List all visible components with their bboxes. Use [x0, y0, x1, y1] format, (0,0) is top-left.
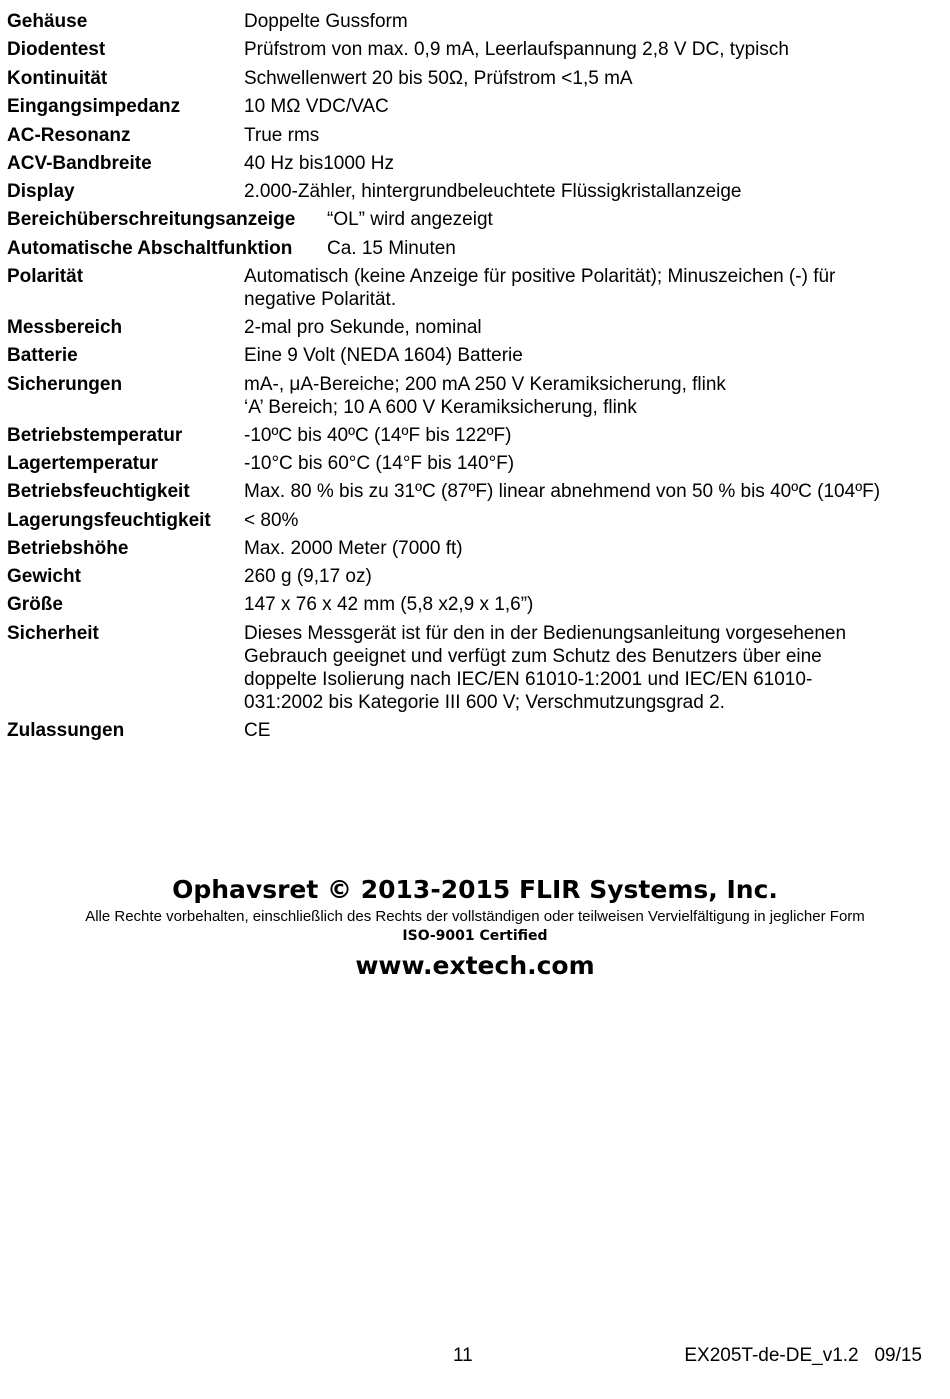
spec-value-line: 260 g (9,17 oz)	[244, 566, 372, 587]
spec-row	[7, 95, 937, 123]
spec-row	[7, 265, 937, 311]
document-code: EX205T-de-DE_v1.2 09/15	[684, 1345, 922, 1366]
spec-row	[7, 452, 937, 480]
spec-value-line: 2.000-Zähler, hintergrundbeleuchtete Flüssigkristallanzeige	[244, 181, 742, 202]
spec-row	[7, 208, 937, 236]
spec-value	[244, 124, 937, 147]
spec-label: Gehäuse	[7, 11, 88, 32]
spec-label: Größe	[7, 594, 63, 615]
spec-value-line: -10°C bis 60°C (14°F bis 140°F)	[244, 453, 515, 474]
spec-value	[327, 208, 937, 231]
spec-row	[7, 719, 937, 747]
spec-value-line: Eine 9 Volt (NEDA 1604) Batterie	[244, 345, 523, 366]
spec-label: ACV-Bandbreite	[7, 153, 152, 174]
spec-value-line: Prüfstrom von max. 0,9 mA, Leerlaufspannung 2,8 V DC, typisch	[244, 39, 789, 60]
spec-value-line: 40 Hz bis1000 Hz	[244, 153, 394, 174]
spec-value-line: Schwellenwert 20 bis 50Ω, Prüfstrom <1,5 mA	[244, 68, 633, 89]
spec-row	[7, 316, 937, 344]
spec-value-line: 10 MΩ VDC/VAC	[244, 96, 389, 117]
spec-value	[244, 67, 937, 90]
spec-value-line: Max. 2000 Meter (7000 ft)	[244, 538, 463, 559]
spec-row	[7, 180, 937, 208]
spec-value-line: Dieses Messgerät ist für den in der Bedienungsanleitung vorgesehenen	[244, 623, 847, 644]
spec-row	[7, 152, 937, 180]
spec-value-line: ‘A’ Bereich; 10 A 600 V Keramiksicherung, flink	[244, 397, 637, 418]
spec-value-line: 031:2002 bis Kategorie III 600 V; Verschmutzungsgrad 2.	[244, 692, 725, 713]
spec-label: Zulassungen	[7, 720, 125, 741]
spec-value	[244, 537, 937, 560]
spec-row	[7, 124, 937, 152]
spec-label: Automatische Abschaltfunktion	[7, 238, 293, 259]
spec-value	[244, 344, 937, 367]
spec-value	[244, 622, 937, 714]
spec-label: Betriebstemperatur	[7, 425, 183, 446]
spec-value	[244, 565, 937, 588]
spec-value-line: -10ºC bis 40ºC (14ºF bis 122ºF)	[244, 425, 512, 446]
spec-value-line: Doppelte Gussform	[244, 11, 408, 32]
spec-value-line: Gebrauch geeignet und verfügt zum Schutz des Benutzers über eine	[244, 646, 822, 667]
spec-row	[7, 537, 937, 565]
spec-value	[244, 10, 937, 33]
spec-label: Diodentest	[7, 39, 106, 60]
spec-value-line: 2-mal pro Sekunde, nominal	[244, 317, 482, 338]
spec-row	[7, 67, 937, 95]
spec-row	[7, 424, 937, 452]
spec-label: Sicherheit	[7, 623, 99, 644]
spec-row	[7, 10, 937, 38]
spec-value	[244, 480, 937, 503]
website-link[interactable]: www.extech.com	[355, 951, 595, 980]
spec-value	[244, 373, 937, 419]
spec-value	[244, 452, 937, 475]
spec-row	[7, 509, 937, 537]
spec-label: AC-Resonanz	[7, 125, 131, 146]
spec-label: Display	[7, 181, 75, 202]
spec-value-line: True rms	[244, 125, 320, 146]
spec-value	[327, 237, 937, 260]
spec-row	[7, 622, 937, 714]
spec-row	[7, 373, 937, 419]
spec-label: Eingangsimpedanz	[7, 96, 181, 117]
spec-row	[7, 237, 937, 265]
spec-row	[7, 38, 937, 66]
spec-label: Betriebshöhe	[7, 538, 129, 559]
spec-value-line: mA-, μA-Bereiche; 200 mA 250 V Keramiksicherung, flink	[244, 374, 726, 395]
spec-label: Betriebsfeuchtigkeit	[7, 481, 190, 502]
spec-label: Polarität	[7, 266, 84, 287]
spec-label: Gewicht	[7, 566, 81, 587]
spec-label: Sicherungen	[7, 374, 123, 395]
spec-value-line: Automatisch (keine Anzeige für positive Polarität); Minuszeichen (-) für	[244, 266, 836, 287]
spec-value	[244, 424, 937, 447]
spec-row	[7, 593, 937, 621]
spec-row	[7, 565, 937, 593]
spec-label: Bereichüberschreitungsanzeige	[7, 209, 296, 230]
spec-label: Messbereich	[7, 317, 123, 338]
page-number: 11	[453, 1345, 473, 1366]
spec-value	[244, 593, 937, 616]
spec-value	[244, 180, 937, 203]
spec-value-line: Ca. 15 Minuten	[327, 238, 456, 259]
spec-value-line: Max. 80 % bis zu 31ºC (87ºF) linear abnehmend von 50 % bis 40ºC (104ºF)	[244, 481, 881, 502]
copyright-notice: Ophavsret © 2013-2015 FLIR Systems, Inc.	[172, 875, 778, 904]
iso-certification: ISO-9001 Certified	[402, 928, 548, 944]
spec-value	[244, 95, 937, 118]
spec-value	[244, 719, 937, 742]
spec-value-line: negative Polarität.	[244, 289, 397, 310]
spec-value	[244, 38, 937, 61]
spec-row	[7, 480, 937, 508]
spec-label: Lagerungsfeuchtigkeit	[7, 510, 211, 531]
spec-value-line: “OL” wird angezeigt	[327, 209, 493, 230]
spec-value	[244, 509, 937, 532]
spec-label: Batterie	[7, 345, 78, 366]
spec-value	[244, 265, 937, 311]
spec-value-line: CE	[244, 720, 271, 741]
spec-value-line: doppelte Isolierung nach IEC/EN 61010-1:2001 und IEC/EN 61010-	[244, 669, 813, 690]
spec-row	[7, 344, 937, 372]
spec-value	[244, 316, 937, 339]
spec-label: Kontinuität	[7, 68, 108, 89]
spec-label: Lagertemperatur	[7, 453, 158, 474]
rights-statement: Alle Rechte vorbehalten, einschließlich des Rechts der vollständigen oder teilweisen Vervielfältigung in jeglicher Form	[85, 908, 865, 925]
spec-value-line: < 80%	[244, 510, 299, 531]
spec-value	[244, 152, 937, 175]
spec-value-line: 147 x 76 x 42 mm (5,8 x2,9 x 1,6”)	[244, 594, 534, 615]
